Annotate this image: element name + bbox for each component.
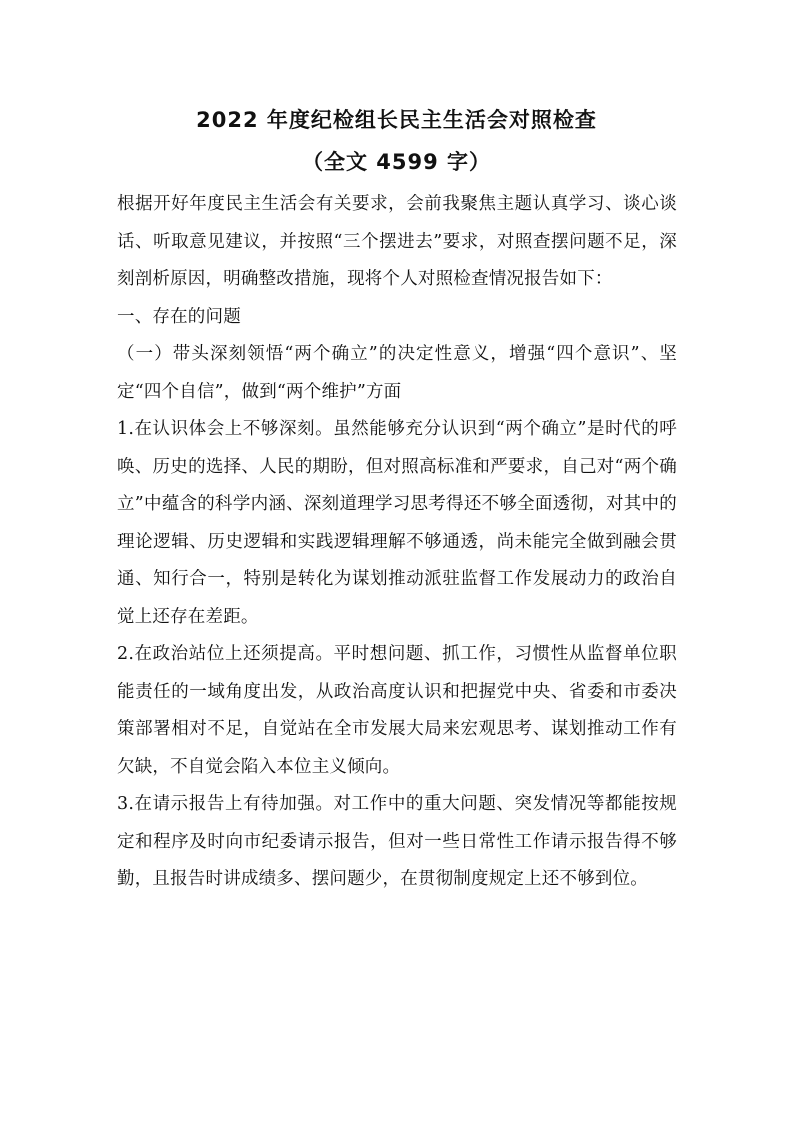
item-paragraph-2: 2.在政治站位上还须提高。平时想问题、抓工作，习惯性从监督单位职能责任的一域角度出发，从政治高度认识和把握党中央、省委和市委决策部署相对不足，自觉站在全市发展大局来宏观思考、谋划推动工作有欠缺，不自觉会陷入本位主义倾向。 xyxy=(117,644,677,777)
document-body xyxy=(117,186,677,899)
section-heading: 一、存在的问题 xyxy=(117,306,241,327)
intro-paragraph: 根据开好年度民主生活会有关要求，会前我聚焦主题认真学习、谈心谈话、听取意见建议，并按照“三个摆进去”要求，对照查摆问题不足，深刻剖析原因，明确整改措施，现将个人对照检查情况报告如下： xyxy=(117,194,677,289)
item-paragraph-1: 1.在认识体会上不够深刻。虽然能够充分认识到“两个确立”是时代的呼唤、历史的选择、人民的期盼，但对照高标准和严要求，自己对“两个确立”中蕴含的科学内涵、深刻道理学习思考得还不够全面透彻，对其中的理论逻辑、历史逻辑和实践逻辑理解不够通透，尚未能完全做到融会贯通、知行合一，特别是转化为谋划推动派驻监督工作发展动力的政治自觉上还存在差距。 xyxy=(117,419,678,627)
document-subtitle: （全文 4599 字） xyxy=(301,150,492,174)
item-paragraph-3: 3.在请示报告上有待加强。对工作中的重大问题、突发情况等都能按规定和程序及时向市纪委请示报告，但对一些日常性工作请示报告得不够勤，且报告时讲成绩多、摆问题少，在贯彻制度规定上还不够到位。 xyxy=(117,794,677,889)
document-title: 2022 年度纪检组长民主生活会对照检查 xyxy=(196,108,597,132)
subsection-heading: （一）带头深刻领悟“两个确立”的决定性意义，增强“四个意识”、坚定“四个自信”，做到“两个维护”方面 xyxy=(117,344,677,402)
